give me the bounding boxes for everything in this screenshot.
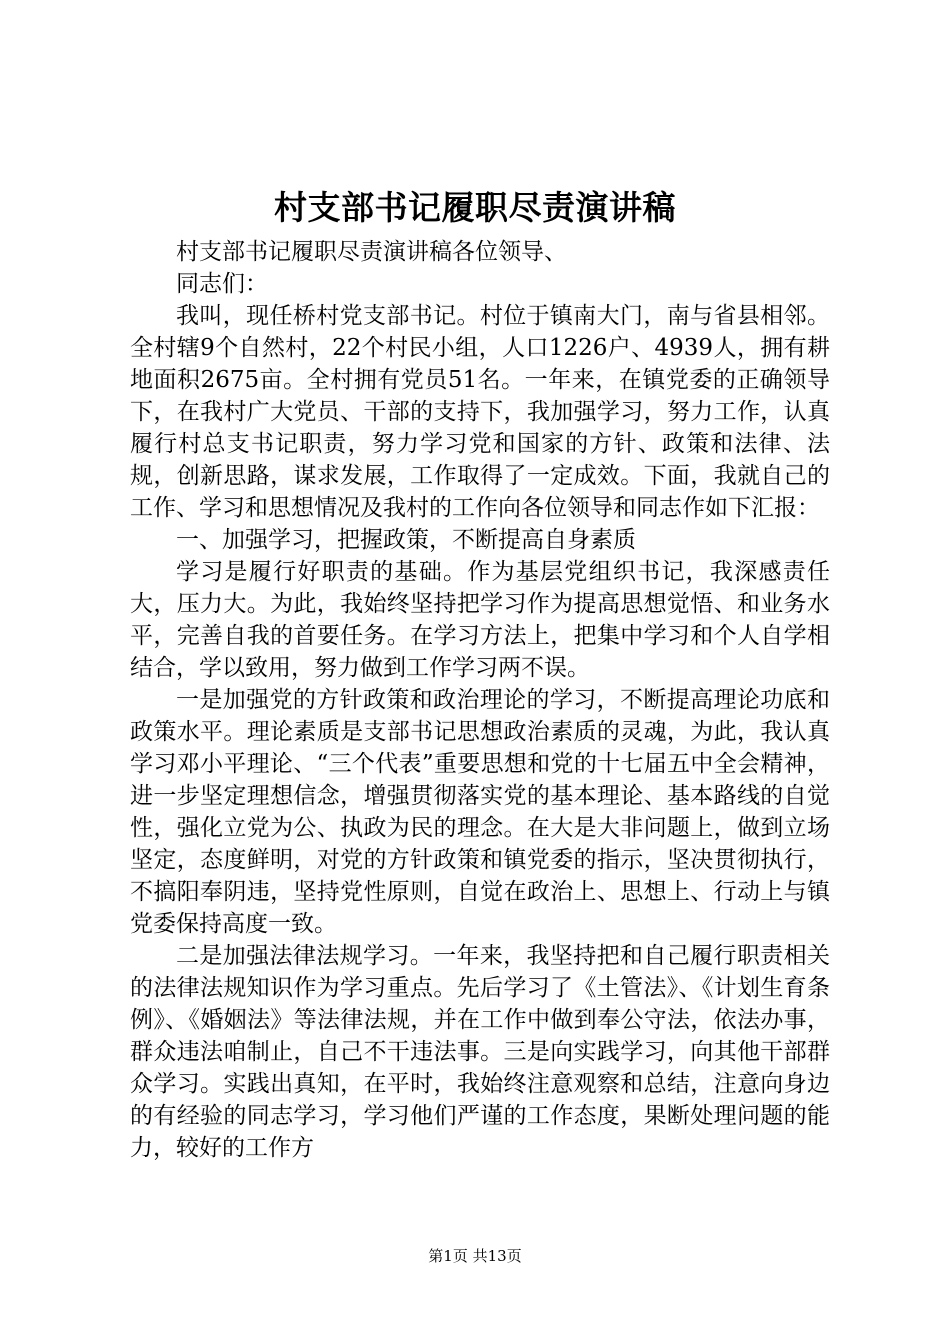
document-body bbox=[130, 236, 830, 1164]
paragraph-salutation-2: 同志们： bbox=[176, 271, 268, 297]
paragraph-policy-study: 一是加强党的方针政策和政治理论的学习，不断提高理论功底和政策水平。理论素质是支部书记思想政治素质的灵魂，为此，我认真学习邓小平理论、“三个代表”重要思想和党的十七届五中全会精神，进一步坚定理想信念，增强贯彻落实党的基本理论、基本路线的自觉性，强化立党为公、执政为民的理念。在大是大非问题上，做到立场坚定，态度鲜明，对党的方针政策和镇党委的指示，坚决贯彻执行，不搞阳奉阴违，坚持党性原则，自觉在政治上、思想上、行动上与镇党委保持高度一致。 bbox=[130, 687, 830, 937]
document-title: 村支部书记履职尽责演讲稿 bbox=[274, 188, 676, 227]
section-heading-1: 一、加强学习，把握政策，不断提高自身素质 bbox=[176, 527, 636, 553]
paragraph-learning-basis: 学习是履行好职责的基础。作为基层党组织书记，我深感责任大，压力大。为此，我始终坚持把学习作为提高思想觉悟、和业务水平，完善自我的首要任务。在学习方法上，把集中学习和个人自学相结合，学以致用，努力做到工作学习两不误。 bbox=[130, 559, 830, 681]
paragraph-salutation-1: 村支部书记履职尽责演讲稿各位领导、 bbox=[176, 239, 567, 265]
paragraph-law-study: 二是加强法律法规学习。一年来，我坚持把和自己履行职责相关的法律法规知识作为学习重点。先后学习了《土管法》、《计划生育条例》、《婚姻法》等法律法规，并在工作中做到奉公守法，依法办事，群众违法咱制止，自己不干违法事。三是向实践学习，向其他干部群众学习。实践出真知，在平时，我始终注意观察和总结，注意向身边的有经验的同志学习，学习他们严谨的工作态度，果断处理问题的能力，较好的工作方 bbox=[130, 943, 830, 1161]
page-number-footer: 第1页 共13页 bbox=[428, 1247, 522, 1265]
paragraph-introduction: 我叫，现任桥村党支部书记。村位于镇南大门，南与省县相邻。全村辖9个自然村，22个村民小组，人口1226户、4939人，拥有耕地面积2675亩。全村拥有党员51名。一年来，在镇党委的正确领导下，在我村广大党员、干部的支持下，我加强学习，努力工作，认真履行村总支书记职责，努力学习党和国家的方针、政策和法律、法规，创新思路，谋求发展，工作取得了一定成效。下面，我就自己的工作、学习和思想情况及我村的工作向各位领导和同志作如下汇报： bbox=[130, 303, 830, 521]
